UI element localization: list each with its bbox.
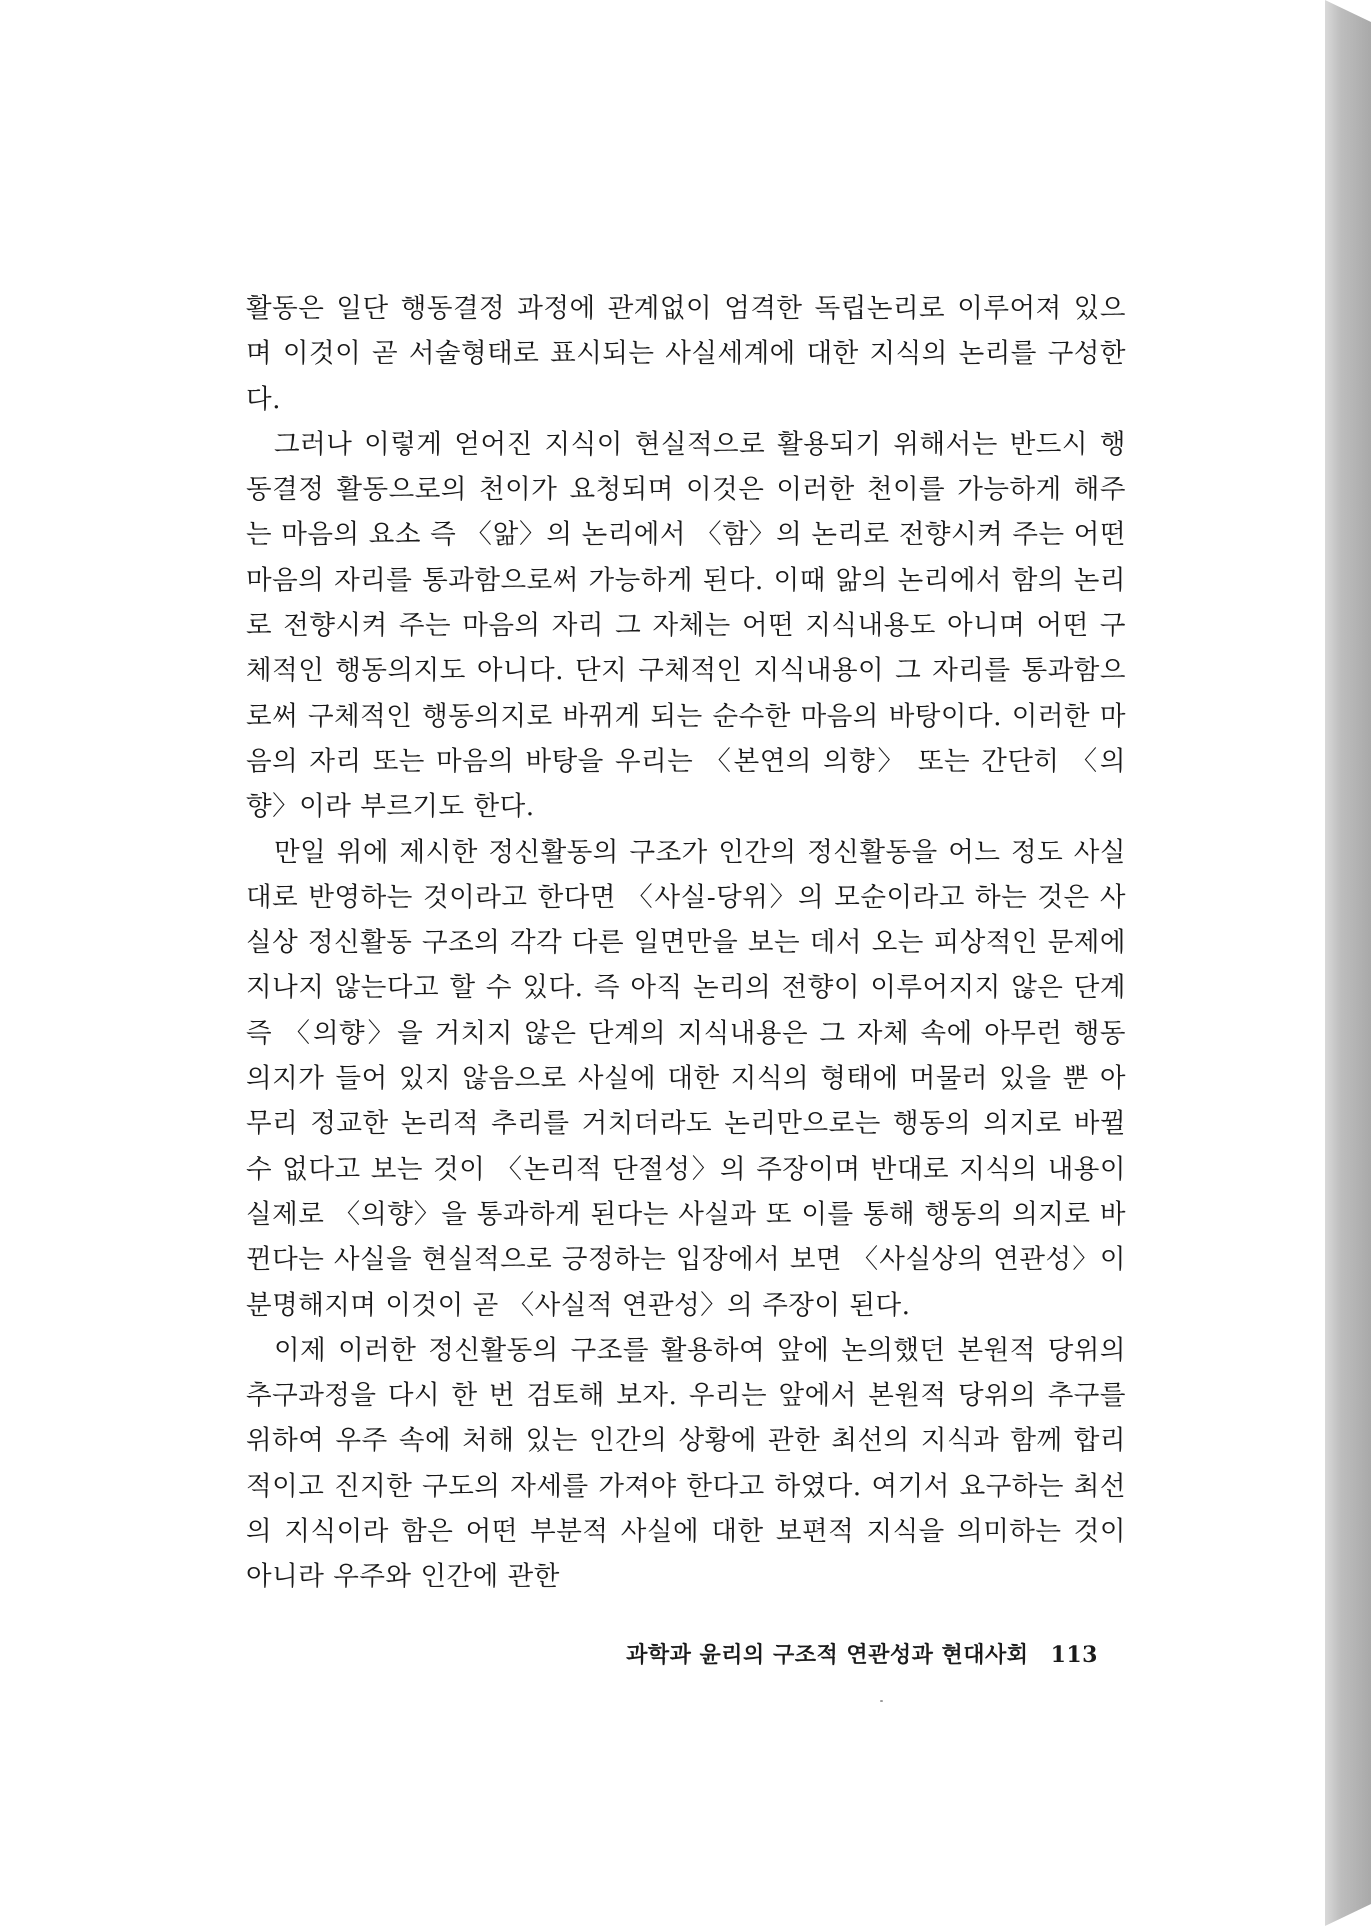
page-edge-top-corner [1325, 0, 1371, 22]
running-title: 과학과 윤리의 구조적 연관성과 현대사회 [626, 1642, 1029, 1668]
page-number: 113 [1050, 1642, 1098, 1668]
paragraph-3: 만일 위에 제시한 정신활동의 구조가 인간의 정신활동을 어느 정도 사실대로 반영하는 것이라고 한다면 〈사실-당위〉의 모순이라고 하는 것은 사실상 정신활동 구조의 각각 다른 일면만을 보는 데서 오는 피상적인 문제에 지나지 않는다고 할 수 있다. 즉 아직 논리의 전향이 이루어지지 않은 단계 즉 〈의향〉을 거치지 않은 단계의 지식내용은 그 자체 속에 아무런 행동 의지가 들어 있지 않음으로 사실에 대한 지식의 형태에 머물러 있을 뿐 아무리 정교한 논리적 추리를 거치더라도 논리만으로는 행동의 의지로 바뀔 수 없다고 보는 것이 〈논리적 단절성〉의 주장이며 반대로 지식의 내용이 실제로 〈의향〉을 통과하게 된다는 사실과 또 이를 통해 행동의 의지로 바뀐다는 사실을 현실적으로 긍정하는 입장에서 보면 〈사실상의 연관성〉이 분명해지며 이것이 곧 〈사실적 연관성〉의 주장이 된다. [246, 836, 1126, 1321]
page-edge-shadow [1325, 0, 1371, 1926]
page-edge-bottom-corner [1325, 1904, 1371, 1926]
body-text [246, 286, 1126, 1600]
paragraph-2: 그러나 이렇게 얻어진 지식이 현실적으로 활용되기 위해서는 반드시 행동결정 활동으로의 천이가 요청되며 이것은 이러한 천이를 가능하게 해주는 마음의 요소 즉 〈앎〉의 논리에서 〈함〉의 논리로 전향시켜 주는 어떤 마음의 자리를 통과함으로써 가능하게 된다. 이때 앎의 논리에서 함의 논리로 전향시켜 주는 마음의 자리 그 자체는 어떤 지식내용도 아니며 어떤 구체적인 행동의지도 아니다. 단지 구체적인 지식내용이 그 자리를 통과함으로써 구체적인 행동의지로 바뀌게 되는 순수한 마음의 바탕이다. 이러한 마음의 자리 또는 마음의 바탕을 우리는 〈본연의 의향〉 또는 간단히 〈의향〉이라 부르기도 한다. [246, 428, 1126, 823]
page-footer [530, 1640, 1098, 1670]
paragraph-1: 활동은 일단 행동결정 과정에 관계없이 엄격한 독립논리로 이루어져 있으며 이것이 곧 서술형태로 표시되는 사실세계에 대한 지식의 논리를 구성한다. [246, 293, 1126, 415]
paragraph-4: 이제 이러한 정신활동의 구조를 활용하여 앞에 논의했던 본원적 당위의 추구과정을 다시 한 번 검토해 보자. 우리는 앞에서 본원적 당위의 추구를 위하여 우주 속에 처해 있는 인간의 상황에 관한 최선의 지식과 함께 합리적이고 진지한 구도의 자세를 가져야 한다고 하였다. 여기서 요구하는 최선의 지식이라 함은 어떤 부분적 사실에 대한 보편적 지식을 의미하는 것이 아니라 우주와 인간에 관한 [246, 1334, 1126, 1593]
paper-speck [880, 1700, 883, 1702]
